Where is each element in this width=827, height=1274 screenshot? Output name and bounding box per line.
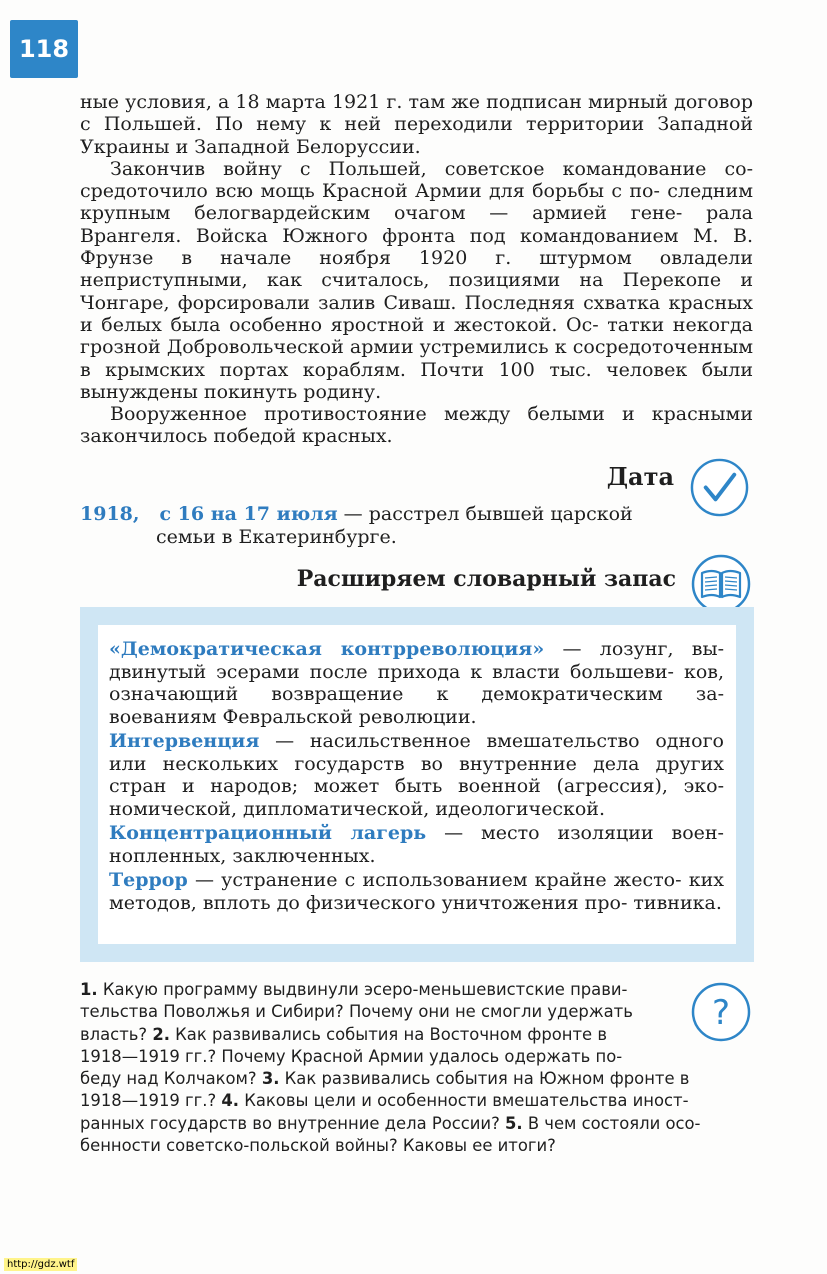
date-text-1: — расстрел бывшей царской [337,503,633,525]
question-line: бенности советско-польской войны? Каковы ее итоги? [80,1136,556,1156]
vocab-entry: Концентрационный лагерь — место изоляции воен- нопленных, заключенных. [109,822,724,867]
paragraph-1: ные условия, а 18 марта 1921 г. там же подписан мирный договор с Польшей. По нему к ней переходили территории Западной Украины и Западной Белоруссии. [80,91,753,158]
vocab-entry: Интервенция — насильственное вмешательство одного или нескольких государств во внутренние дела других стран и народов; может быть военной (агрессия), эко- номической, дипломатической, идеологической. [109,730,724,820]
vocab-entry: Террор — устранение с использованием крайне жесто- ких методов, вплоть до физического уничтожения про- тивника. [109,869,724,914]
body-text [80,91,753,448]
svg-text:?: ? [711,993,731,1033]
vocabulary-content [98,625,736,944]
vocabulary-title: Расширяем словарный запас [296,566,676,592]
vocabulary-box [80,607,754,962]
vocab-entry: «Демократическая контрреволюция» — лозунг, вы- двинутый эсерами после прихода к власти большеви- ков, означающий возвращение к демократическим за- воеваниям Февральской революции. [109,638,724,728]
paragraph-2: Закончив войну с Польшей, советское командование со- средоточило всю мощь Красной Армии для борьбы с по- следним крупным белогвардейским очагом — армией гене- рала Врангеля. Войска Южного фронта под командованием М. В. Фрунзе в начале ноября 1920 г. штурмом овладели неприступными, как считалось, позициями на Перекопе и Чонгаре, форсировали залив Сиваш. Последняя схватка красных и белых была особенно яростной и жестокой. Ос- татки некогда грозной Добровольческой армии устремились к сосредоточенным в крымских портах кораблям. Почти 100 тыс. человек были вынуждены покинуть родину. [80,157,754,403]
vocab-term: «Демократическая контрреволюция» [109,638,545,660]
question-line: власть? 2. Как развивались события на Восточном фронте в [80,1024,608,1044]
book-icon [690,553,752,615]
date-year: 1918, [80,503,140,525]
vocab-term: Интервенция [109,730,260,752]
page-number: 118 [10,20,78,78]
date-entry [80,503,680,549]
question-line: ранных государств во внутренние дела России? 5. В чем состояли осо- [80,1113,701,1133]
vocab-term: Концентрационный лагерь [109,822,427,844]
vocab-term: Террор [109,869,188,891]
question-icon [690,981,752,1043]
date-day: с 16 на 17 июля [159,503,338,525]
question-line: 1918—1919 гг.? 4. Каковы цели и особенности вмешательства иност- [80,1091,689,1111]
watermark-link[interactable]: http://gdz.wtf [4,1258,77,1271]
question-line: 1918—1919 гг.? Почему Красной Армии удалось одержать по- [80,1046,623,1066]
question-line: беду над Колчаком? 3. Как развивались события на Южном фронте в [80,1069,690,1089]
date-text-2: семьи в Екатеринбурге. [156,526,397,548]
checkmark-icon [689,457,750,518]
paragraph-3: Вооруженное противостояние между белыми и красными закончилось победой красных. [80,403,753,448]
question-line: тельства Поволжья и Сибири? Почему они не смогли удержать [80,1002,633,1022]
date-section-title: Дата [606,462,674,491]
question-line: 1. Какую программу выдвинули эсеро-меньшевистские прави- [80,980,628,999]
questions-block [80,979,755,1157]
